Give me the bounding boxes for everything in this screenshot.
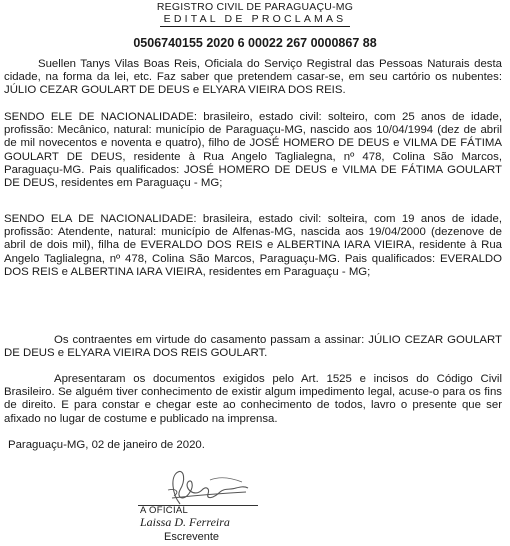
handwritten-signature — [150, 468, 260, 508]
bride-details: brasileira, estado civil: solteira, com 19 anos de idade, profissão: Atendente, natural: município de Alfenas-MG, nascida aos 19/04/2000 (dezenove de abril de dois mil), filha de EVERALDO DOS REIS e ALBERTINA IARA VIEIRA, residente à Rua Angelo Taglialegna, nº 478, Colina São Marcos, Paraguaçu-MG. Pais qualificados: EVERALDO DOS REIS e ALBERTINA IARA VIEIRA, residentes em Paraguaçu - MG; — [4, 213, 502, 278]
groom-paragraph — [4, 111, 502, 190]
registry-title: REGISTRO CIVIL DE PARAGUAÇU-MG — [156, 1, 354, 13]
bride-paragraph — [4, 213, 502, 279]
intro-paragraph: Suellen Tanys Vilas Boas Reis, Oficiala do Serviço Registral das Pessoas Naturais desta cidade, na forma da lei, etc. Faz saber que pretendem casar-se, em seu cartório os nubentes: JÚLIO CEZAR GOULART DE DEUS e ELYARA VIEIRA DOS REIS. — [4, 58, 502, 97]
groom-heading: SENDO ELE DE NACIONALIDADE: — [4, 111, 197, 123]
married-names-paragraph: Os contraentes em virtude do casamento passam a assinar: JÚLIO CEZAR GOULART DE DEUS e ELYARA VIEIRA DOS REIS GOULART. — [4, 334, 502, 360]
signatory-role: Escrevente — [164, 531, 220, 543]
groom-details: brasileiro, estado civil: solteiro, com 25 anos de idade, profissão: Mecânico, natural: município de Paraguaçu-MG, nascido aos 10/04/1994 (dez de abril de mil novecentos e noventa e quatro), filho de JOSÉ HOMERO DE DEUS e VILMA DE FÁTIMA GOULART DE DEUS, residente à Rua Angelo Taglialegna, nº 478, Colina São Marcos, Paraguaçu-MG. Pais qualificados: JOSÉ HOMERO DE DEUS e VILMA DE FÁTIMA GOULART DE DEUS, residentes em Paraguaçu - MG; — [4, 111, 502, 190]
place-date: Paraguaçu-MG, 02 de janeiro de 2020. — [8, 439, 205, 451]
header-divider — [160, 26, 350, 27]
bride-heading: SENDO ELA DE NACIONALIDADE: — [4, 213, 197, 225]
signature-title: A OFICIAL — [140, 505, 189, 516]
edital-title: EDITAL DE PROCLAMAS — [163, 13, 347, 25]
signatory-name: Laissa D. Ferreira — [140, 515, 230, 529]
closing-paragraph: Apresentaram os documentos exigidos pelo Art. 1525 e incisos do Código Civil Brasileiro. Se alguém tiver conhecimento de existir algum impedimento legal, acuse-o para os fins de direito. E para constar e chegar este ao conhecimento de todos, lavro o presente que ser afixado no lugar de costume e publicado na imprensa. — [4, 373, 502, 425]
document-code: 0506740155 2020 6 00022 267 0000867 88 — [133, 36, 377, 50]
